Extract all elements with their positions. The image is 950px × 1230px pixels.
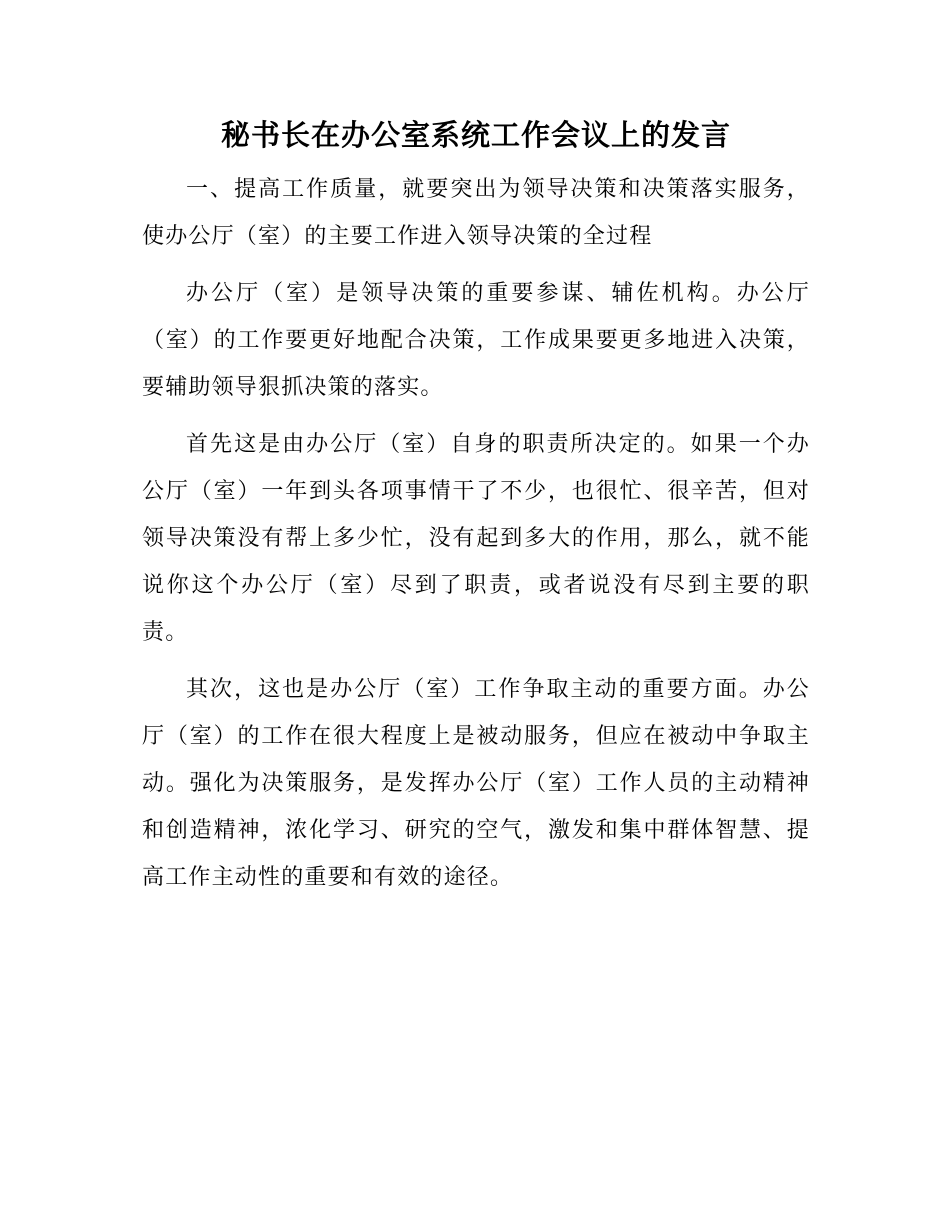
section-heading-paragraph: 一、提高工作质量，就要突出为领导决策和决策落实服务，使办公厅（室）的主要工作进入领导决策的全过程	[142, 177, 810, 249]
document-title: 秘书长在办公室系统工作会议上的发言	[220, 118, 731, 152]
body-paragraph: 首先这是由办公厅（室）自身的职责所决定的。如果一个办公厅（室）一年到头各项事情干了不少，也很忙、很辛苦，但对领导决策没有帮上多少忙，没有起到多大的作用，那么，就不能说你这个办公厅（室）尽到了职责，或者说没有尽到主要的职责。	[142, 432, 810, 645]
body-paragraph: 办公厅（室）是领导决策的重要参谋、辅佐机构。办公厅（室）的工作要更好地配合决策，工作成果要更多地进入决策，要辅助领导狠抓决策的落实。	[142, 281, 810, 400]
document-page	[142, 110, 810, 911]
body-paragraph: 其次，这也是办公厅（室）工作争取主动的重要方面。办公厅（室）的工作在很大程度上是被动服务，但应在被动中争取主动。强化为决策服务，是发挥办公厅（室）工作人员的主动精神和创造精神，浓化学习、研究的空气，激发和集中群体智慧、提高工作主动性的重要和有效的途径。	[142, 677, 810, 890]
